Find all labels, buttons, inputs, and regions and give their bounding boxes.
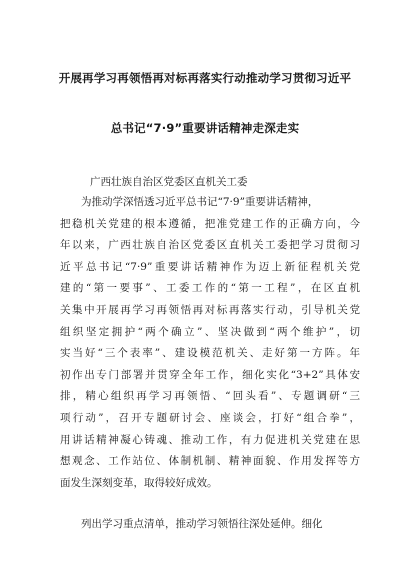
document-title-line-1: 开展再学习再领悟再对标再落实行动推动学习贯彻习近平 bbox=[58, 71, 352, 85]
paragraph-line: 为推动学深悟透习近平总书记“7·9”重要讲话精神， bbox=[81, 196, 319, 208]
paragraph-line: 想观念、工作站位、体制机制、精神面貌、作用发挥等方 bbox=[60, 455, 360, 468]
paragraph-line: 关集中开展再学习再领悟再对标再落实行动，引导机关党 bbox=[60, 303, 360, 316]
paragraph-line: 实当好“三个表率”、建设模范机关、走好第一方阵。年 bbox=[60, 347, 360, 360]
paragraph-line: 项行动”，召开专题研讨会、座谈会，打好“组合拳”， bbox=[60, 411, 360, 424]
paragraph-line: 初作出专门部署并贯穿全年工作，细化实化“3+2”具体安 bbox=[60, 368, 360, 381]
paragraph-line: 把稳机关党建的根本遵循，把准党建工作的正确方向，今 bbox=[60, 217, 360, 230]
document-author: 广西壮族自治区党委区直机关工委 bbox=[90, 176, 248, 188]
paragraph-line: 排，精心组织再学习再领悟、“回头看”、专题调研“三 bbox=[60, 390, 360, 403]
paragraph-line: 组织坚定拥护“两个确立”、坚决做到“两个维护”，切 bbox=[60, 325, 360, 338]
paragraph-line: 用讲话精神凝心铸魂、推动工作，有力促进机关党建在思 bbox=[60, 433, 360, 446]
body-paragraph-1 bbox=[60, 192, 360, 494]
paragraph-line: 近平总书记“7·9”重要讲话精神作为迈上新征程机关党 bbox=[60, 260, 360, 273]
document-title-line-2: 总书记“7·9”重要讲话精神走深走实 bbox=[110, 121, 300, 135]
paragraph-line: 列出学习重点清单，推动学习领悟往深处延伸。细化 bbox=[81, 518, 323, 530]
paragraph-line: 建的“第一要事”、工委工作的“第一工程”，在区直机 bbox=[60, 282, 360, 295]
paragraph-line: 年以来，广西壮族自治区党委区直机关工委把学习贯彻习 bbox=[60, 239, 360, 252]
body-paragraph-2 bbox=[60, 514, 360, 536]
paragraph-line: 面发生深刻变革，取得较好成效。 bbox=[60, 476, 218, 489]
